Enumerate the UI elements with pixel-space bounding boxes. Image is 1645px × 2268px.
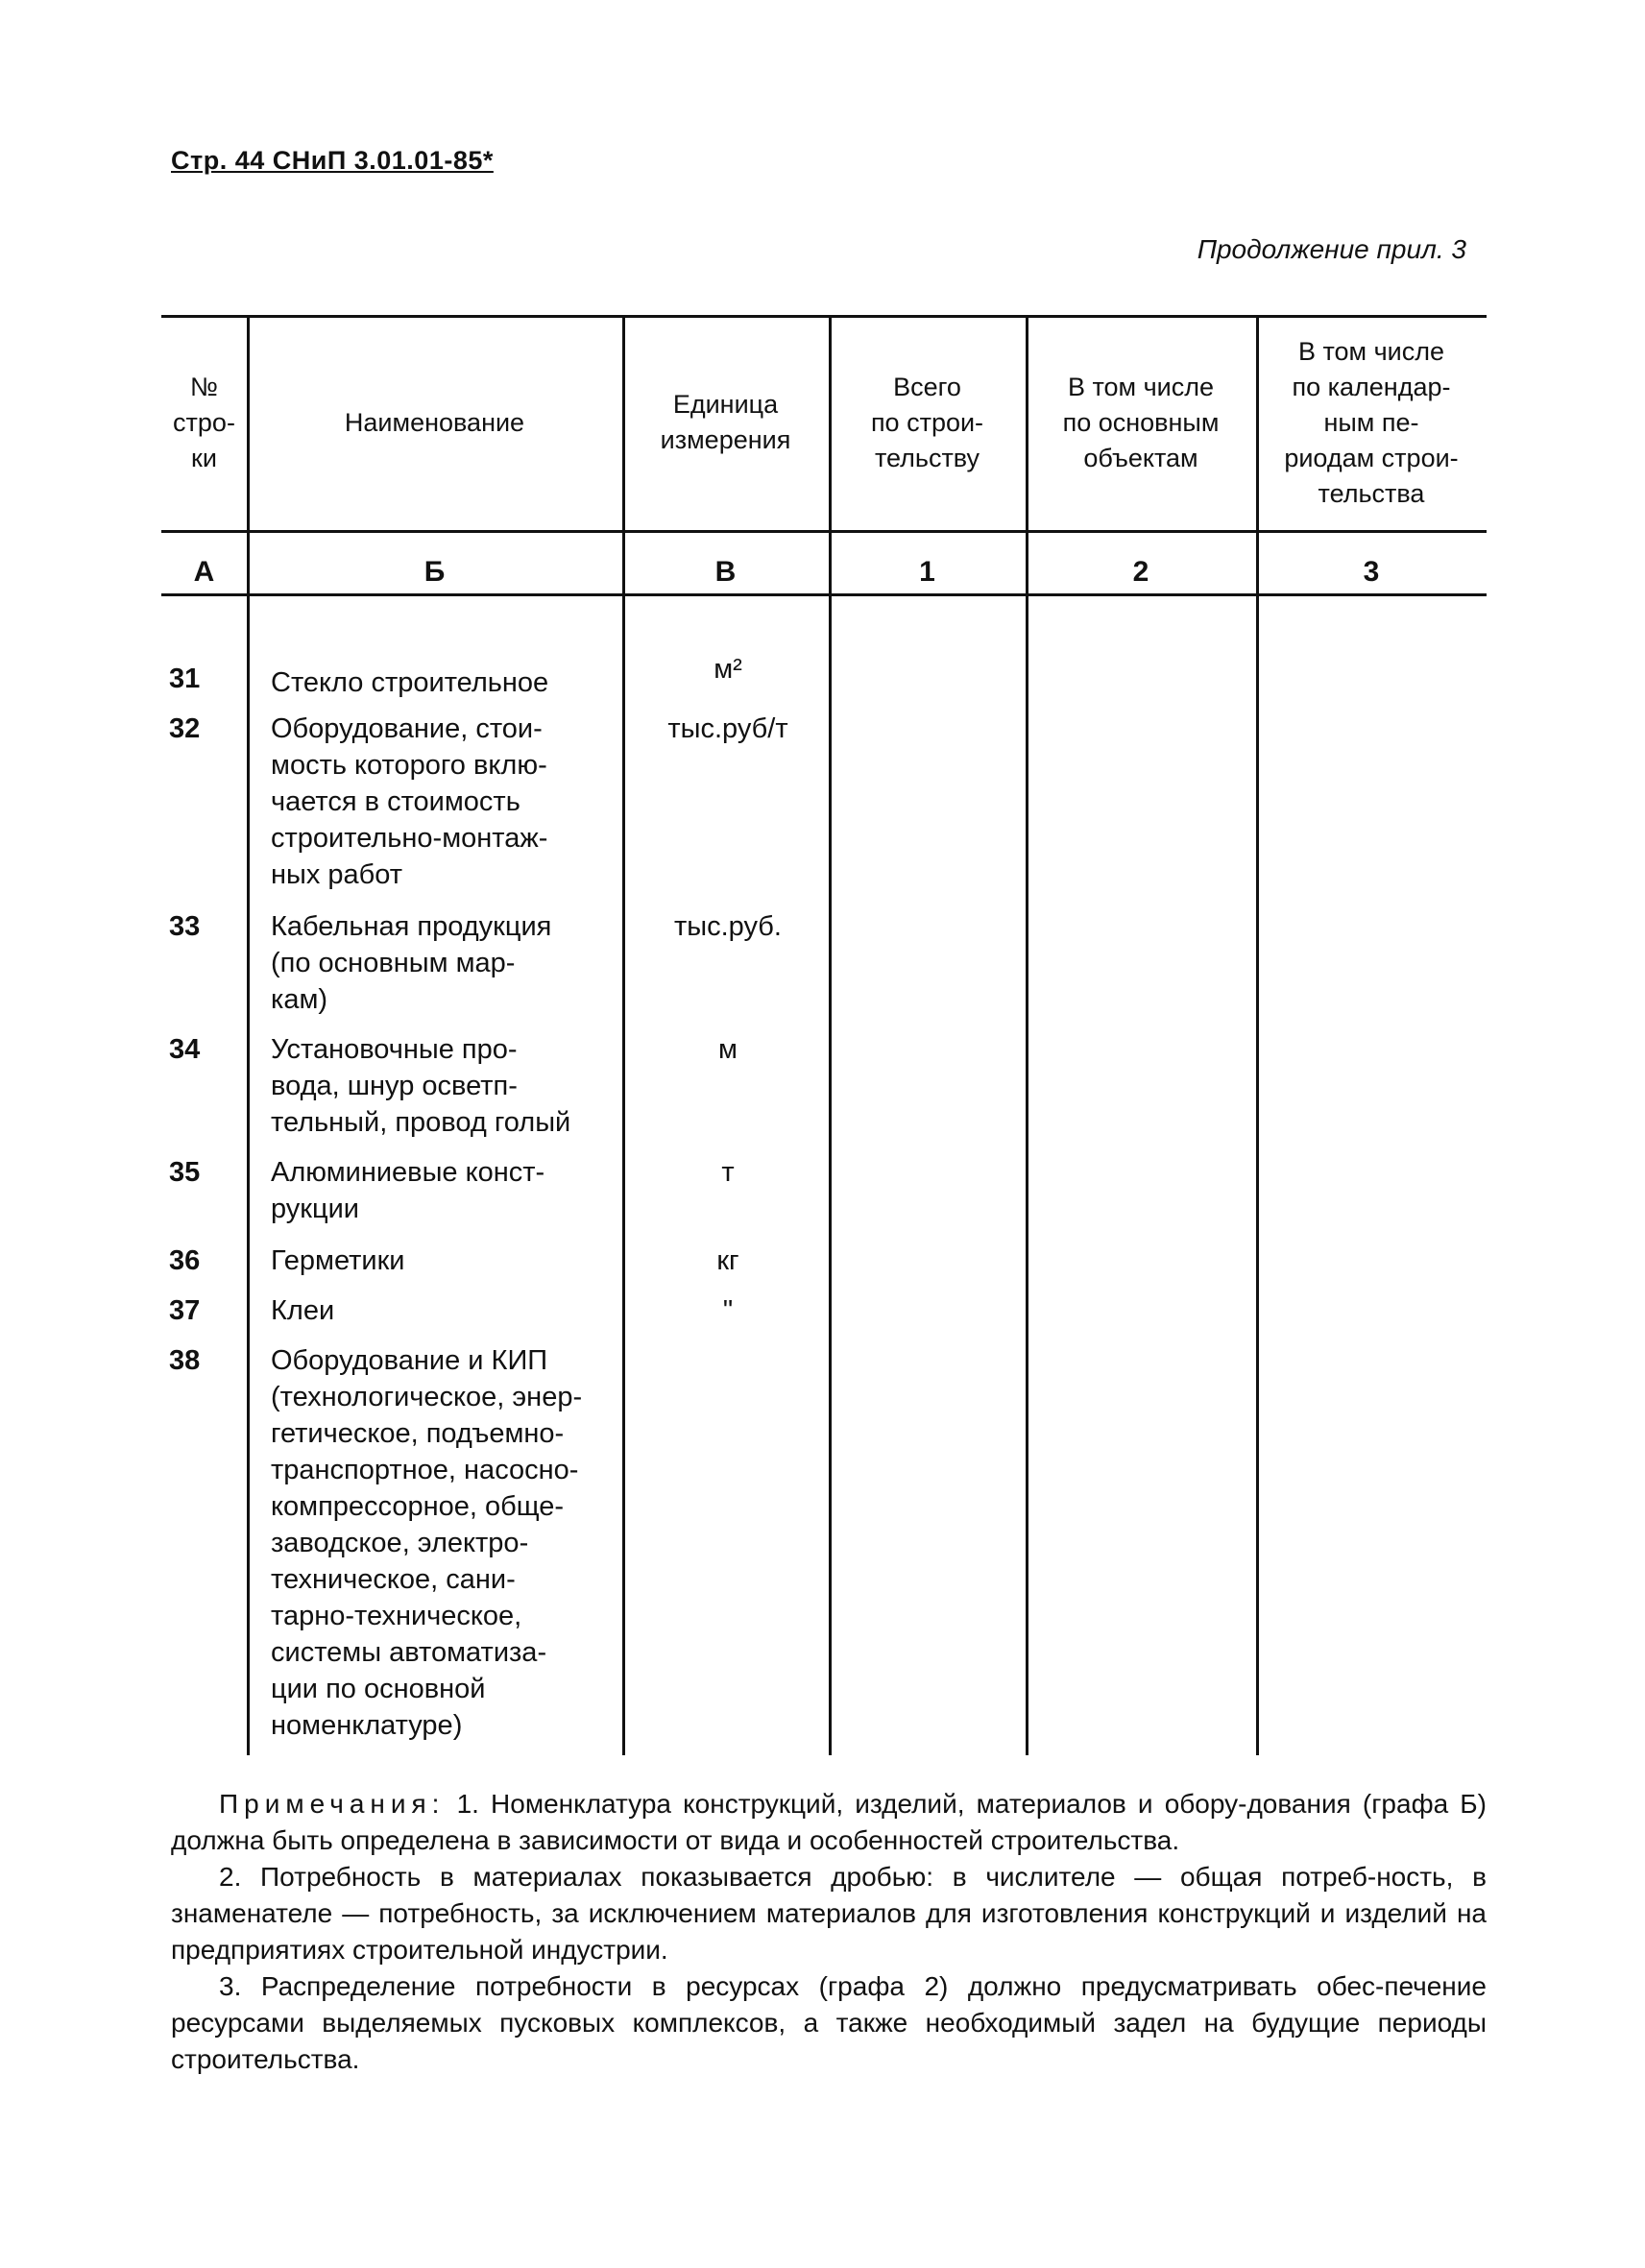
column-letter: 3	[1363, 556, 1380, 588]
note-text: 1. Номенклатура конструкций, изделий, материалов и обору-дования (графа Б) должна быть определена в зависимости от вида и особенностей строительства.	[171, 1789, 1488, 1855]
row-unit: м	[718, 1034, 738, 1065]
row-name: Оборудование и КИП (технологическое, энер- гетическое, подъемно- транспортное, насосно- компрессорное, обще- заводское, электро- техническое, сани- тарно-техническое, системы автоматиза- ции по основной номенклатуре)	[271, 1345, 583, 1741]
note-3: 3. Распределение потребности в ресурсах (графа 2) должно предусматривать обес-печение ресурсами выделяемых пусковых комплексов, а также необходимый задел на будущие периоды строительства.	[171, 1971, 1487, 2074]
header-text: Всего по строи- тельству	[870, 372, 984, 472]
row-number: 35	[169, 1157, 201, 1188]
header-text: В том числе по календар- ным пе- риодам строи- тельства	[1284, 336, 1459, 508]
header-calendar-periods	[1256, 315, 1487, 530]
resource-table	[161, 315, 1487, 1755]
row-name: Герметики	[271, 1245, 405, 1276]
note-1	[171, 1786, 1487, 1859]
header-row-number	[161, 315, 247, 530]
header-total	[829, 315, 1026, 530]
column-letter: В	[714, 556, 737, 588]
row-number: 32	[169, 713, 201, 744]
row-unit: тыс.руб/т	[667, 713, 788, 744]
header-text: Наименование	[344, 407, 525, 437]
column-letter: Б	[423, 556, 446, 588]
column-letter: 2	[1132, 556, 1149, 588]
row-number: 38	[169, 1345, 201, 1376]
row-name: Установочные про- вода, шнур осветп- тельный, провод голый	[271, 1034, 571, 1138]
row-number: 34	[169, 1034, 201, 1065]
row-number: 33	[169, 911, 201, 942]
row-unit: кг	[716, 1245, 739, 1276]
row-name: Алюминиевые конст- рукции	[271, 1157, 545, 1224]
column-divider	[1256, 315, 1259, 1755]
header-name	[247, 315, 622, 530]
header-main-objects	[1026, 315, 1256, 530]
row-unit: т	[721, 1157, 735, 1188]
notes-label: Примечания:	[219, 1789, 446, 1819]
column-divider	[1026, 315, 1028, 1755]
column-divider	[829, 315, 832, 1755]
page-reference: Стр. 44 СНиП 3.01.01-85*	[171, 146, 494, 175]
continuation-label: Продолжение прил. 3	[1197, 234, 1466, 264]
column-letter: А	[193, 556, 215, 588]
row-unit: м²	[714, 654, 742, 685]
header-unit	[622, 315, 829, 530]
row-unit: "	[722, 1295, 734, 1326]
row-number: 37	[169, 1295, 201, 1326]
column-divider	[247, 315, 250, 1755]
row-number: 31	[169, 664, 201, 694]
note-2: 2. Потребность в материалах показывается дробью: в числителе — общая потреб-ность, в знаменателе — потребность, за исключением материалов для изготовления конструкций и изделий на предприятиях строительной индустрии.	[171, 1862, 1487, 1965]
row-name: Оборудование, стои- мость которого вклю- чается в стоимость строительно-монтаж- ных работ	[271, 713, 548, 890]
row-name: Кабельная продукция (по основным мар- кам)	[271, 911, 552, 1015]
column-letter: 1	[919, 556, 935, 588]
column-divider	[622, 315, 625, 1755]
row-number: 36	[169, 1245, 201, 1276]
row-name: Стекло строительное	[271, 667, 549, 698]
notes-section	[171, 1786, 1487, 2078]
row-name: Клеи	[271, 1295, 335, 1326]
header-text: № стро- ки	[173, 372, 235, 472]
header-text: Единица измерения	[660, 390, 791, 454]
header-text: В том числе по основным объектам	[1062, 372, 1220, 472]
row-unit: тыс.руб.	[674, 911, 782, 942]
